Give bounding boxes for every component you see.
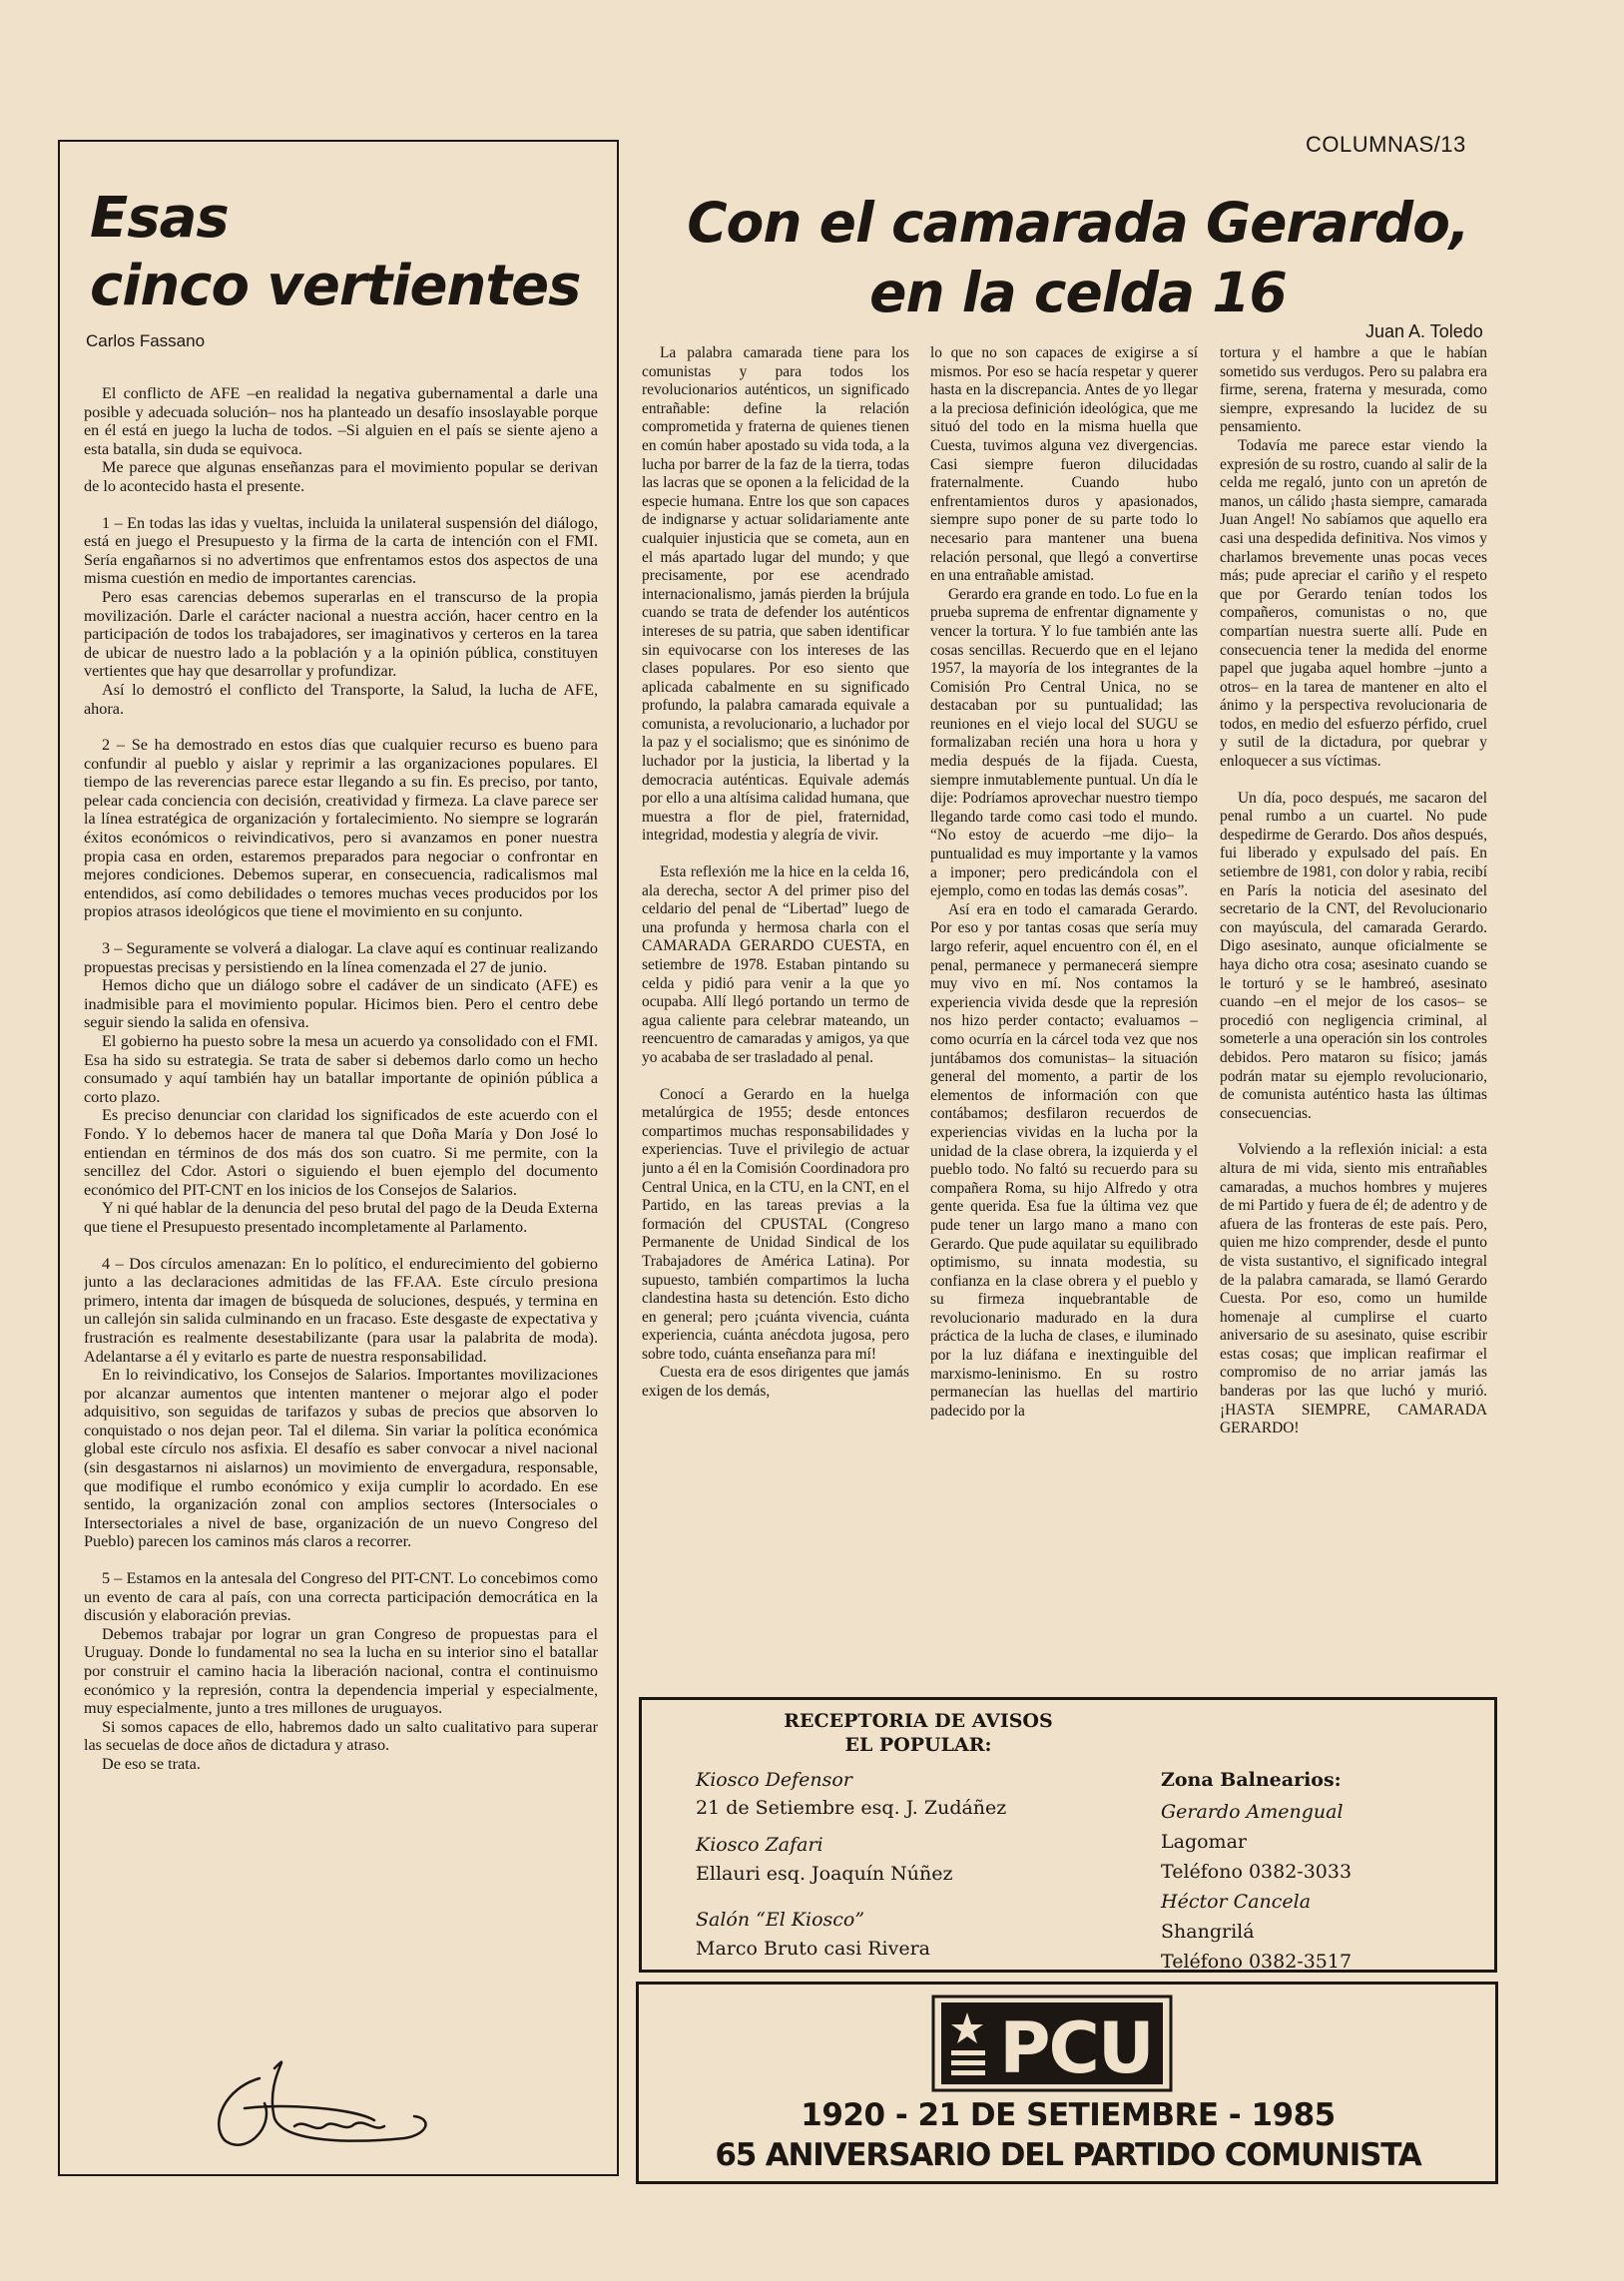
paragraph: Me parece que algunas enseñanzas para el movimiento popular se derivan de lo acontecido hasta el presente. [84,458,598,495]
signature-image [205,2048,434,2158]
main-article-column-2 [930,344,1198,1682]
ad-kiosco-zafari: Kiosco Zafari [696,1834,823,1856]
ads-title-line2: EL POPULAR: [844,1734,992,1756]
pcu-logo [931,1995,1173,2092]
paragraph: Así lo demostró el conflicto del Transporte, la Salud, la lucha de AFE, ahora. [84,680,598,718]
paragraph: lo que no son capaces de exigirse a sí mismos. Por eso se hacía respetar y querer hasta en la discrepancia. Antes de yo llegar a la preciosa definición ideológica, que me situó del todo en la misma huella que Cuesta, tuvimos alguna vez divergencias. Casi siempre fueron dilucidadas fraternalmente. Cuando hubo enfrentamientos duros y apasionados, siempre supo poner de su parte todo lo necesario para mantener una buena relación personal, que llegó a convertirse en una entrañable amistad. [930,344,1198,585]
main-article-column-1 [642,344,909,1682]
paragraph: Pero esas carencias debemos superarlas en el transcurso de la propia movilización. Darle el carácter nacional a nuestra acción, hacer centro en la participación de todos los trabajadores, ser imaginativos y certeros en la tarea de ubicar de nuestro lado a la población y a la opinión pública, constituyen vertientes que hay que desarrollar y profundizar. [84,587,598,681]
ad-agent-1-place: Lagomar [1161,1831,1247,1853]
paragraph: Volviendo a la reflexión inicial: a esta altura de mi vida, siento mis entrañables camaradas, a muchos hombres y mujeres de mi Partido y fuera de él; de adentro y de afuera de las fronteras de este país. Pero, quien me hizo comprender, desde el punto de vista sustantivo, el significado integral de la palabra camarada, se llamó Gerardo Cuesta. Por eso, como un humilde homenaje al cumplirse el cuarto aniversario de su asesinato, quise escribir estas cosas; que implican reafirmar el compromiso de no arriar jamás las banderas por las que luchó y murió. ¡HASTA SIEMPRE, CAMARADA GERARDO! [1220,1141,1487,1437]
ad-agent-1-phone: Teléfono 0382-3033 [1161,1861,1353,1883]
paragraph: 4 – Dos círculos amenazan: En lo político, el endurecimiento del gobierno junto a las declaraciones admitidas de las FF.AA. Este círculo presiona primero, intenta dar imagen de búsqueda de soluciones, después, y termina en un callejón sin salida culminando en un fracaso. Este desgaste de expectativa y frustración es realmente desestabilizante (para usar la palabrita de moda). Adelantarse a él y evitarlo es parte de nuestra responsabilidad. [84,1254,598,1366]
paragraph: 1 – En todas las idas y vueltas, incluida la unilateral suspensión del diálogo, está en juego el Presupuesto y la firma de la carta de intención con el FMI. Sería engañarnos si no advertimos que enfrentamos estos dos aspectos de una misma cuestión en medio de importantes carencias. [84,513,598,588]
paragraph: Gerardo era grande en todo. Lo fue en la prueba suprema de enfrentar dignamente y vencer la tortura. Y lo fue también ante las cosas sencillas. Recuerdo que en el lejano 1957, la mayoría de los integrantes de la Comisión Pro Central Unica, no se destacaban por su puntualidad; las reuniones en el viejo local del SUGU se formalizaban recién una hora u hora y media después de la fijada. Cuesta, siempre inmutablemente puntual. Un día le dije: Podríamos aprovechar nuestro tiempo llegando tarde como casi todo el mundo. “No estoy de acuerdo –me dijo– la puntualidad es muy importante y la vamos a imponer; pero predicándola con el ejemplo, como en todas las demás cosas”. [930,585,1198,900]
ad-kiosco-defensor-address: 21 de Setiembre esq. J. Zudáñez [696,1797,1007,1819]
paragraph: La palabra camarada tiene para los comunistas y para todos los revolucionarios auténticos, un significado entrañable: define la relación comprometida y fraterna de quienes tienen en común haber apostado su vida toda, a la lucha por barrer de la faz de la tierra, todas las lacras que se oponen a la felicidad de la especie humana. Entre los que son capaces de indignarse y actuar solidariamente ante cualquier injusticia que se cometa, aun en el más apartado lugar del mundo; y que precisamente, por ese acendrado internacionalismo, jamás pierden la brújula cuando se trata de defender los auténticos intereses de su patria, que saben identificar sin equivocarse con los intereses de las clases populares. Por eso siento que aplicada cabalmente en su significado profundo, la palabra camarada equivale a comunista, a revolucionario, a luchador por la paz y el socialismo; que es sinónimo de luchador por la justicia, la libertad y la democracia auténticas. Equivale además por ello a una altísima calidad humana, que muestra a flor de piel, fraternidad, integridad, modestia y alegría de vivir. [642,344,909,845]
ad-kiosco-defensor: Kiosco Defensor [696,1769,852,1791]
paragraph: Un día, poco después, me sacaron del penal rumbo a un cuartel. No pude despedirme de Gerardo. Dos años después, fui liberado y expulsado del país. En setiembre de 1981, con dolor y rabia, recibí en París la noticia del asesinato del secretario de la CNT, del Revolucionario con mayúscula, del camarada Gerardo. Digo asesinato, aunque oficialmente se haya dicho otra cosa; asesinato cuando se le torturó y se le hambreó, asesinato cuando –en el mejor de los casos– se procedió con negligencia criminal, al someterle a una operación sin los controles debidos. Pero mataron su físico; jamás podrán matar su ejemplo revolucionario, de comunista auténtico hasta las últimas consecuencias. [1220,789,1487,1122]
ad-kiosco-zafari-address: Ellauri esq. Joaquín Núñez [696,1863,953,1885]
ad-agent-2-phone: Teléfono 0382-3517 [1161,1951,1353,1973]
paragraph: 3 – Seguramente se volverá a dialogar. La clave aquí es continuar realizando propuestas precisas y persistiendo en la línea comenzada el 27 de junio. [84,939,598,976]
pcu-anniversary-dates: 1920 - 21 DE SETIEMBRE - 1985 [801,2097,1336,2133]
page-number: COLUMNAS/13 [1306,132,1466,157]
main-article-title [639,188,1517,327]
left-title-line2: cinco vertientes [90,254,581,318]
ad-agent-2-name: Héctor Cancela [1161,1891,1312,1913]
paragraph: Conocí a Gerardo en la huelga metalúrgica de 1955; desde entonces compartimos muchas responsabilidades y experiencias. Tuve el privilegio de actuar junto a él en la Comisión Coordinadora pro Central Unica, en la CTU, en la CNT, en el Partido, en las tareas previas a la formación del CPUSTAL (Congreso Permanente de Unidad Sindical de los Trabajadores de América Latina). Por supuesto, también compartimos la lucha clandestina hasta su detención. Esto dicho en general; pero ¡cuánta vivencia, cuánta experiencia, cuánta anécdota jugosa, pero sobre todo, cuánta enseñanza para mí! [642,1085,909,1363]
paragraph: tortura y el hambre a que le habían sometido sus verdugos. Pero su palabra era firme, serena, fraterna y mesurada, como siempre, expresando la lucidez de su pensamiento. [1220,344,1487,436]
paragraph: De eso se trata. [102,1754,201,1773]
ad-agent-2-place: Shangrilá [1161,1921,1255,1943]
svg-text:PCU: PCU [999,2007,1153,2089]
main-article-column-3 [1220,344,1487,1682]
pcu-anniversary-text: 65 ANIVERSARIO DEL PARTIDO COMUNISTA [715,2137,1421,2173]
main-article-author: Juan A. Toledo [1365,321,1483,341]
paragraph: Esta reflexión me la hice en la celda 16, ala derecha, sector A del primer piso del celdario del penal de “Libertad” luego de una profunda y hermosa charla con el CAMARADA GERARDO CUESTA, en setiembre de 1978. Estaban pintando su celda y pidió para venir a la que yo ocupaba. Allí llegó portando un termo de agua caliente para celebrar mateando, un reencuentro de camaradas y amigos, ya que yo acababa de ser trasladado al penal. [642,863,909,1066]
paragraph: El conflicto de AFE –en realidad la negativa gubernamental a darle una posible y adecuada solución– nos ha planteado un desafío insoslayable porque en él está en juego la lucha de todos. –Si alguien en el país se siente ajeno a esta batalla, sin duda se equivoca. [84,384,598,458]
ads-title [639,1709,1198,1757]
main-title-line2: en la celda 16 [869,261,1287,324]
paragraph: 5 – Estamos en la antesala del Congreso del PIT-CNT. Lo concebimos como un evento de cara al país, con una correcta participación democrática en la discusión y elaboración previas. [84,1569,598,1625]
main-title-line1: Con el camarada Gerardo, [687,191,1469,255]
paragraph: En lo reivindicativo, los Consejos de Salarios. Importantes movilizaciones por alcanzar aumentos que intenten mantener o mejorar algo el poder adquisitivo, son seguidas de tarifazos y subas de precios que absorven lo conquistado o nos dejan peor. Tal el dilema. Sin variar la política económica global este círculo nos asfixia. El desafío es saber convocar a nivel nacional (sin desgastarnos ni aislarnos) un movimiento de envergadura, responsable, que modifique el rumbo económico y exija cumplir lo acordado. En ese sentido, la organización zonal con amplios sectores (Intersociales o Intersectoriales a nivel de base, organización de un nuevo Congreso del Pueblo) parecen los caminos más claros a recorrer. [84,1366,598,1551]
paragraph: El gobierno ha puesto sobre la mesa un acuerdo ya consolidado con el FMI. Esa ha sido su estrategia. Se trata de saber si debemos darlo como un hecho consumado y aquí también hay un batallar importante de opinión pública a corto plazo. [84,1032,598,1106]
ads-title-line1: RECEPTORIA DE AVISOS [784,1710,1053,1732]
ad-salon: Salón “El Kiosco” [696,1909,865,1931]
paragraph: Hemos dicho que un diálogo sobre el cadáver de un sindicato (AFE) es inadmisible para el movimiento popular. Hicimos bien. Pero el centro debe seguir siendo la salida en ofensiva. [84,976,598,1032]
paragraph: Así era en todo el camarada Gerardo. Por eso y por tantas cosas que sería muy largo referir, aquel encuentro con él, en el penal, permanece y permanecerá siempre muy vivo en mí. Nos contamos la experiencia vivida desde que la represión nos hizo perder contacto; evaluamos –como ocurría en la cárcel toda vez que nos juntábamos dos comunistas– la situación general del momento, a partir de los elementos de información con que contábamos; desfilaron recuerdos de experiencias vividas en la lucha por la unidad de la clase obrera, la izquierda y el pueblo todo. No faltó su recuerdo para su compañera Roma, su hijo Alfredo y otra gente querida. Esa fue la última vez que pude tener un largo mano a mano con Gerardo. Que pude aquilatar su equilibrado optimismo, su innata modestia, su confianza en la clase obrera y el pueblo y su firmeza inquebrantable de revolucionario madurado en la dura práctica de la lucha de clases, e iluminado por la luz diáfana e inextinguible del marxismo-leninismo. En su rostro permanecían las huellas del martirio padecido por la [930,900,1198,1420]
paragraph: Cuesta era de esos dirigentes que jamás exigen de los demás, [642,1364,909,1401]
paragraph: Si somos capaces de ello, habremos dado un salto cualitativo para superar las secuelas de doce años de dictadura y atraso. [84,1717,598,1755]
left-article-author: Carlos Fassano [86,331,206,350]
paragraph: Debemos trabajar por lograr un gran Congreso de propuestas para el Uruguay. Donde lo fundamental no sea la lucha en su interior sino el batallar por construir el camino hacia la liberación nacional, contra el continuismo económico y la represión, contra la dependencia imperial y especialmente, muy especialmente, junto a tres millones de uruguayos. [84,1624,598,1718]
paragraph: Todavía me parece estar viendo la expresión de su rostro, cuando al salir de la celda me regaló, junto con un apretón de manos, un cálido ¡hasta siempre, camarada Juan Angel! No sabíamos que aquello era casi una despedida definitiva. Nos vimos y charlamos brevemente unas pocas veces más; pude apreciar el cariño y el respeto que por Gerardo tenían todos los compañeros, comunistas o no, que compartían nuestra suerte allí. Pude en consecuencia tener la medida del enorme papel que jugaba aquel hombre –junto a otros– en la tarea de mantener en alto el ánimo y la perspectiva revolucionaria de todos, en medio del esfuerzo pérfido, cruel y sutil de la dictadura, por quebrar y enloquecer a sus víctimas. [1220,436,1487,771]
paragraph: Y ni qué hablar de la denuncia del peso brutal del pago de la Deuda Externa que tiene el Presupuesto presentado incompletamente al Parlamento. [84,1199,598,1236]
ad-agent-1-name: Gerardo Amengual [1161,1801,1344,1823]
paragraph: 2 – Se ha demostrado en estos días que cualquier recurso es bueno para confundir al pueblo y aislar y reprimir a las organizaciones populares. El tiempo de las reverencias parece estar llegando a su fin. Es preciso, por tanto, pelear cada conciencia con decisión, creatividad y firmeza. La clave parece ser la línea estratégica de organización y fortalecimiento. No siempre se lograrán éxitos económicos o reivindicativos, pero si avanzamos en poner nuestra propia casa en orden, estaremos preparados para negociar o confrontar en mejores condiciones. Debemos superar, en consecuencia, radicalismos mal entendidos, así como debilidades o temores muchas veces producidos por los propios atrasos ideológicos que tiene el movimiento en su conjunto. [84,736,598,921]
left-article-title [90,185,609,320]
ad-salon-address: Marco Bruto casi Rivera [696,1938,930,1960]
paragraph: Es preciso denunciar con claridad los significados de este acuerdo con el Fondo. Y lo debemos hacer de manera tal que Doña María y Don José lo entiendan en términos de dos más dos son cuatro. Si me permite, con la sencillez del Cdor. Astori o siguiendo el buen ejemplo del documento económico del PIT-CNT en los inicios de los Consejos de Salarios. [84,1106,598,1199]
left-article-body [84,384,598,2046]
left-title-line1: Esas [90,186,229,251]
ad-zona-balnearios: Zona Balnearios: [1161,1769,1342,1791]
